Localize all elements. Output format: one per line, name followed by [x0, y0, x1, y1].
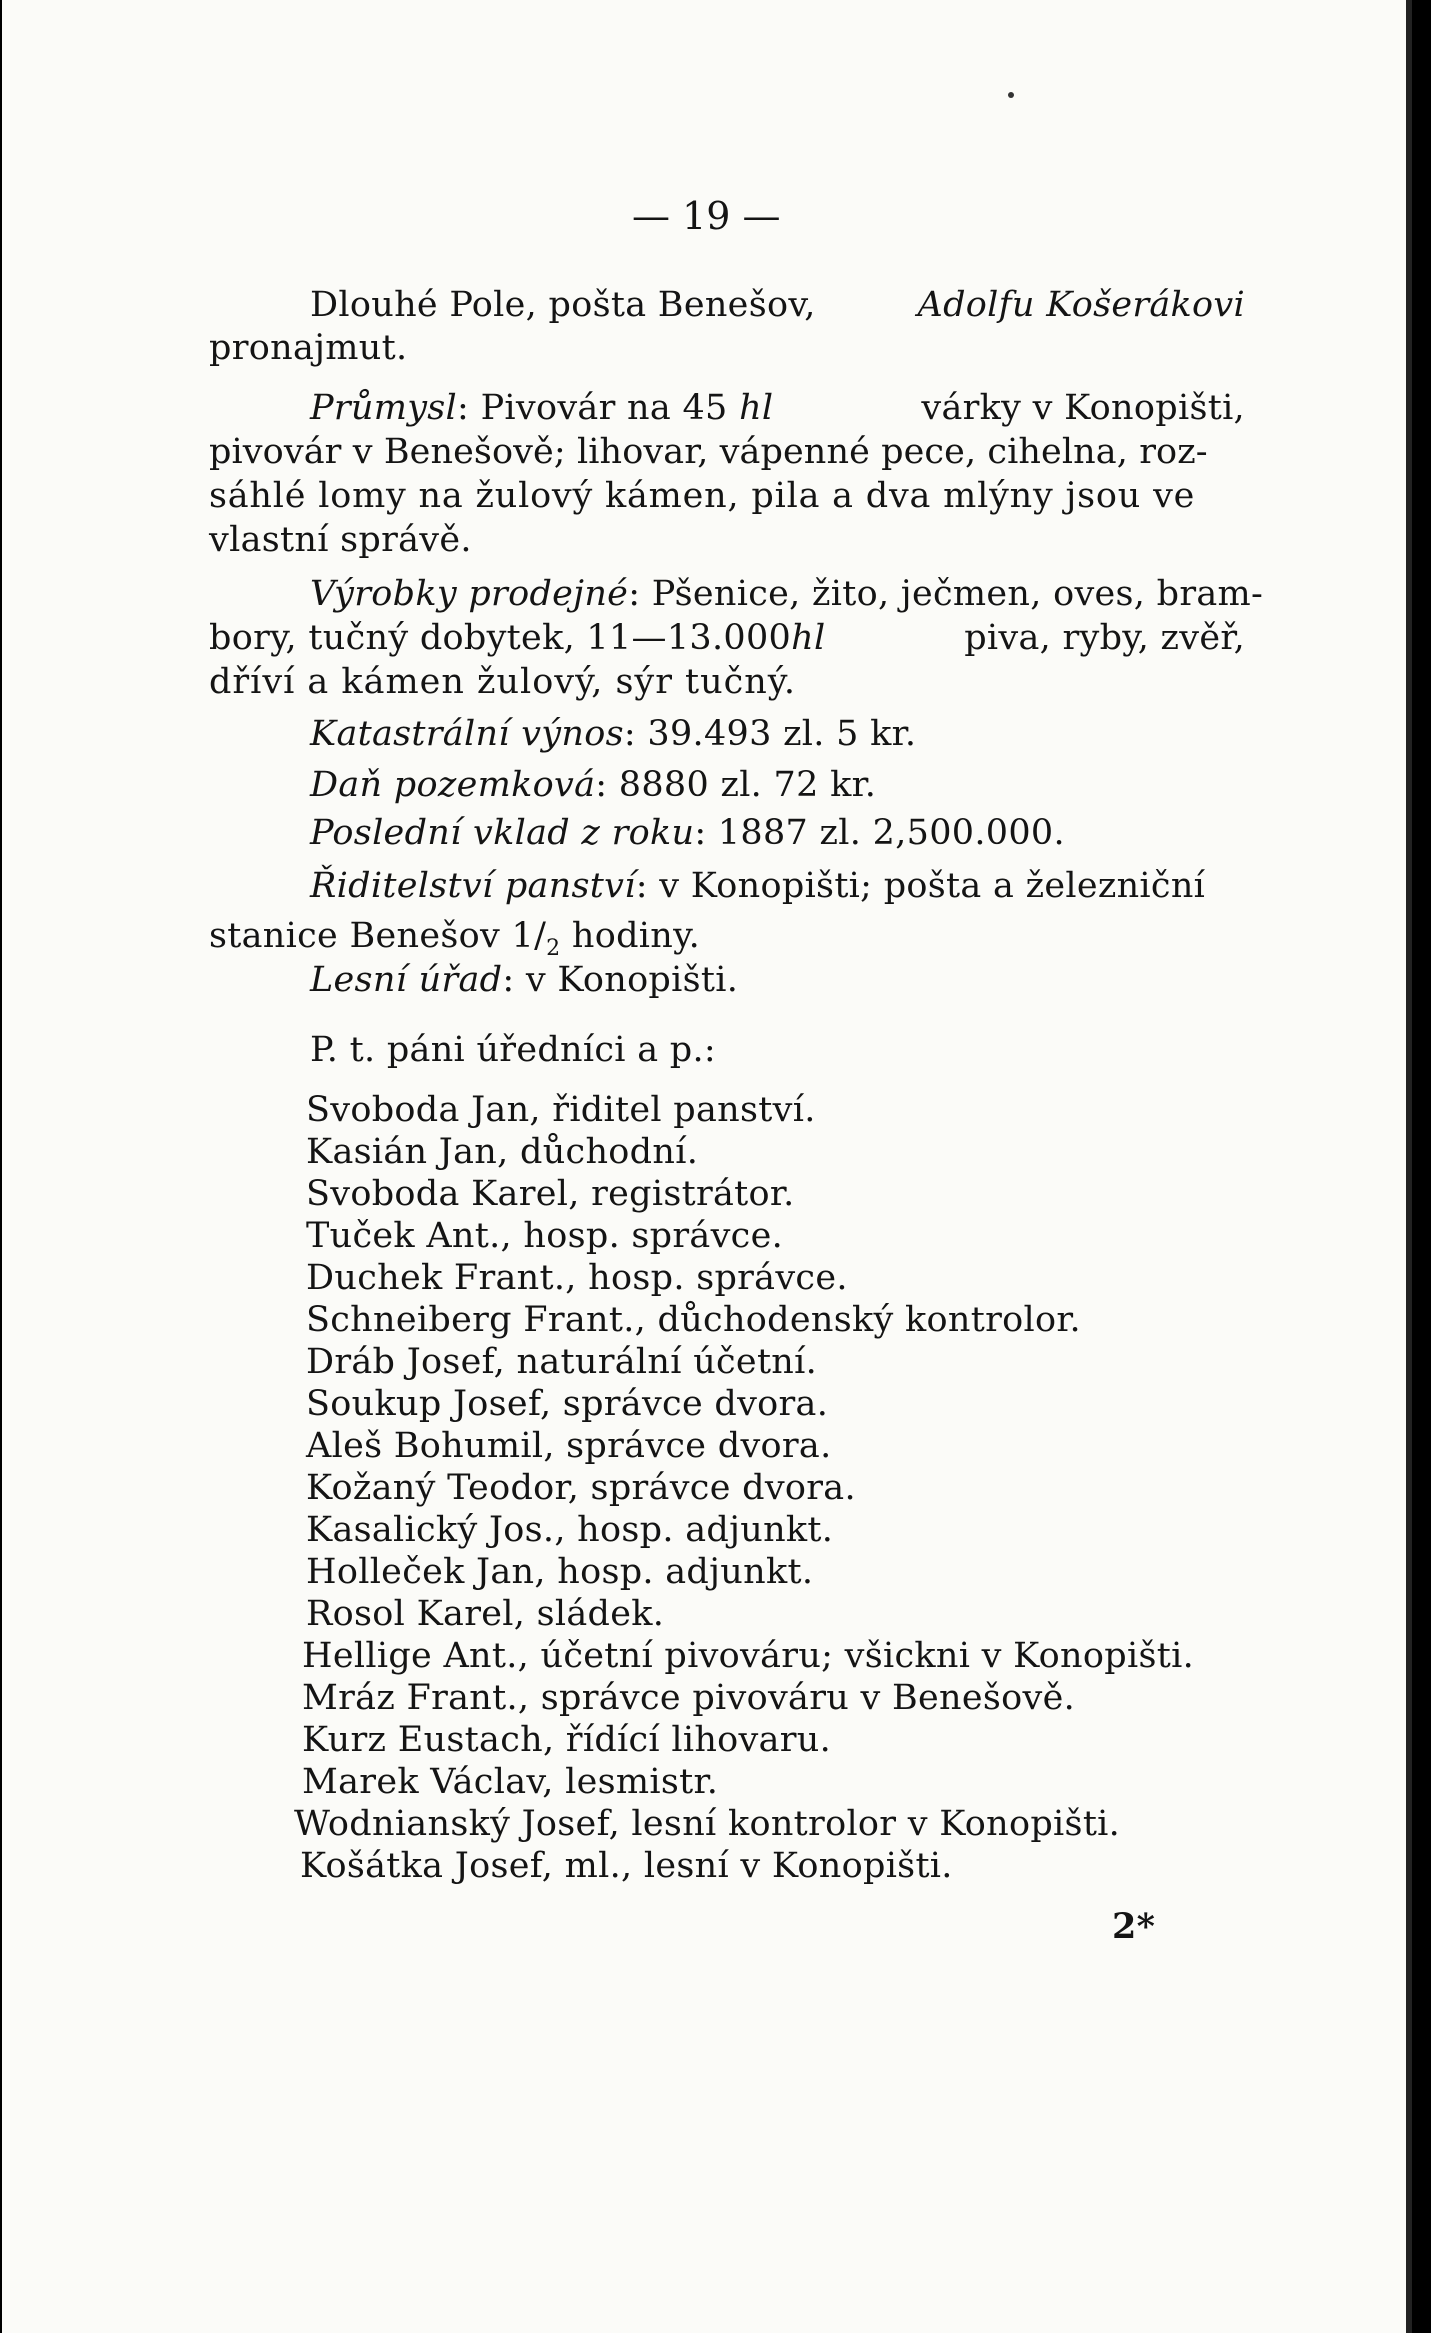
official-entry: Marek Václav, lesmistr.	[302, 1762, 719, 1802]
reditelstvi-label: Řiditelství panství	[310, 866, 636, 906]
official-entry: Košátka Josef, ml., lesní v Konopišti.	[300, 1846, 953, 1886]
official-entry: Kasián Jan, důchodní.	[306, 1132, 699, 1172]
intro-line-2: pronajmut.	[209, 328, 408, 368]
book-page	[2, 0, 1412, 2333]
official-entry: Tuček Ant., hosp. správce.	[306, 1216, 784, 1256]
official-entry: Rosol Karel, sládek.	[306, 1594, 665, 1634]
reditelstvi-line-1	[310, 864, 1205, 908]
lesni-label: Lesní úřad	[310, 960, 503, 1000]
vyrobky-line-2	[209, 616, 1245, 660]
vyrobky-text-2b: piva, ryby, zvěř,	[964, 618, 1245, 658]
official-entry: Kožaný Teodor, správce dvora.	[306, 1468, 856, 1508]
official-entry: Svoboda Karel, registrátor.	[306, 1174, 795, 1214]
prumysl-label: Průmysl	[310, 388, 458, 428]
ink-speck	[1008, 92, 1014, 98]
prumysl-line-3: sáhlé lomy na žulový kámen, pila a dva mlýny jsou ve	[209, 476, 1196, 516]
official-entry: Soukup Josef, správce dvora.	[306, 1384, 829, 1424]
official-entry: Hellige Ant., účetní pivováru; všickni v Konopišti.	[302, 1636, 1195, 1676]
page-edge	[1406, 0, 1412, 2333]
prumysl-text: : Pivovár na 45	[457, 388, 728, 428]
unit-hl: hl	[739, 388, 774, 428]
fact-katastralni	[310, 712, 916, 756]
official-entry: Duchek Frant., hosp. správce.	[306, 1258, 848, 1298]
unit-hl-2: hl	[791, 618, 826, 658]
lesni-urad	[310, 958, 738, 1002]
prumysl-text-end: várky v Konopišti,	[921, 388, 1245, 428]
vyrobky-line-3: dříví a kámen žulový, sýr tučný.	[209, 662, 797, 702]
prumysl-line-1	[310, 386, 1245, 430]
vyrobky-line-1	[310, 572, 1263, 616]
official-entry: Kurz Eustach, řídící lihovaru.	[302, 1720, 832, 1760]
official-entry: Svoboda Jan, řiditel panství.	[306, 1090, 816, 1130]
signature-mark: 2*	[1112, 1906, 1156, 1947]
page-number: — 19 —	[632, 194, 781, 238]
fact-dan	[310, 763, 876, 807]
official-entry: Kasalický Jos., hosp. adjunkt.	[306, 1510, 834, 1550]
official-entry: Holleček Jan, hosp. adjunkt.	[306, 1552, 814, 1592]
fact-vklad	[310, 811, 1065, 855]
prumysl-line-4: vlastní správě.	[209, 520, 472, 560]
official-entry: Wodnianský Josef, lesní kontrolor v Konopišti.	[294, 1804, 1121, 1844]
fact-label: Poslední vklad z roku	[310, 813, 695, 853]
official-entry: Schneiberg Frant., důchodenský kontrolor.	[306, 1300, 1081, 1340]
intro-line-1	[310, 283, 1245, 327]
intro-name: Adolfu Košerákovi	[917, 285, 1245, 325]
fact-label: Katastrální výnos	[310, 714, 624, 754]
reditelstvi-text: : v Konopišti; pošta a železniční	[635, 866, 1206, 906]
fact-value: : 1887 zl. 2,500.000.	[694, 813, 1065, 853]
officials-heading: P. t. páni úředníci a p.:	[310, 1030, 717, 1070]
vyrobky-text-2a: bory, tučný dobytek, 11—13.000	[209, 618, 792, 658]
vyrobky-text: : Pšenice, žito, ječmen, oves, bram-	[628, 574, 1264, 614]
fact-value: : 39.493 zl. 5 kr.	[623, 714, 917, 754]
official-entry: Aleš Bohumil, správce dvora.	[306, 1426, 832, 1466]
reditelstvi-line-2: stanice Benešov $1/_2$ hodiny.	[209, 916, 700, 961]
fact-label: Daň pozemková	[310, 765, 596, 805]
fraction-denominator: 2	[546, 936, 561, 961]
reditelstvi-hours: hodiny.	[560, 916, 700, 956]
vyrobky-label: Výrobky prodejné	[310, 574, 629, 614]
prumysl-line-2: pivovár v Benešově; lihovar, vápenné pece, cihelna, roz-	[209, 432, 1208, 472]
reditelstvi-station: stanice Benešov 1	[209, 916, 535, 956]
fact-value: : 8880 zl. 72 kr.	[595, 765, 877, 805]
official-entry: Dráb Josef, naturální účetní.	[306, 1342, 818, 1382]
lesni-value: : v Konopišti.	[502, 960, 739, 1000]
official-entry: Mráz Frant., správce pivováru v Benešově.	[302, 1678, 1076, 1718]
intro-text: Dlouhé Pole, pošta Benešov,	[310, 285, 816, 325]
